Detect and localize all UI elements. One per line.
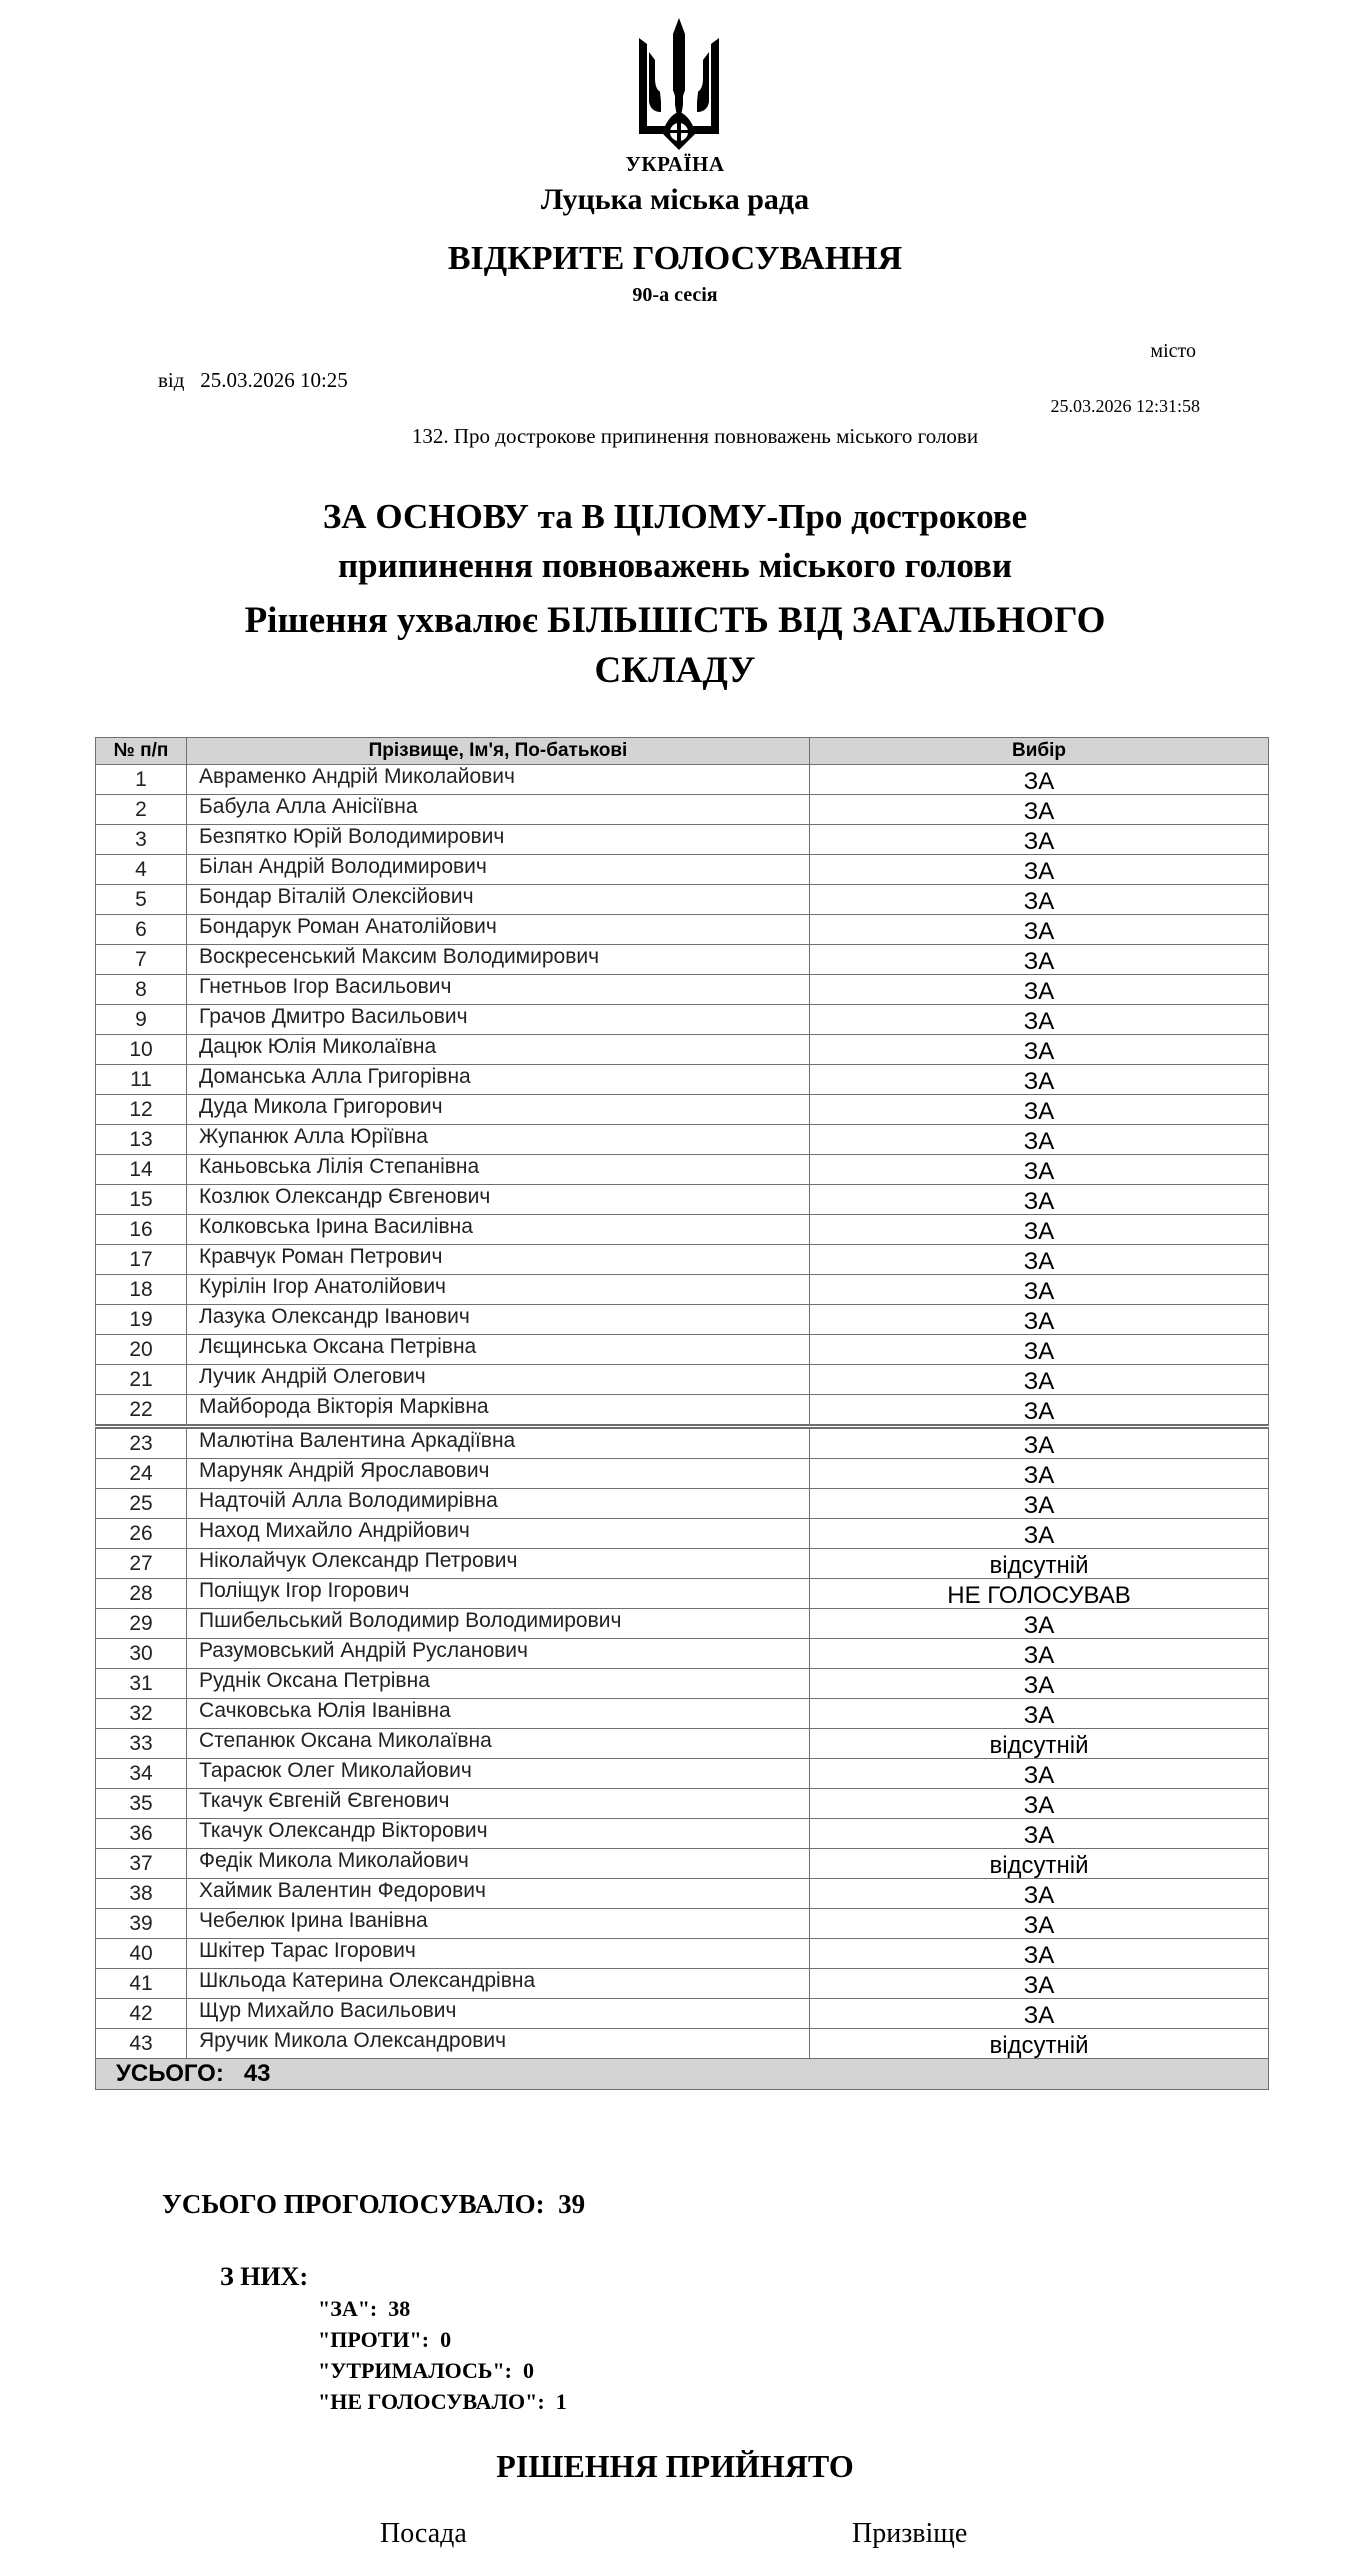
member-name: Каньовська Лілія Степанівна bbox=[187, 1155, 810, 1185]
row-number: 42 bbox=[96, 1999, 187, 2029]
row-number: 32 bbox=[96, 1699, 187, 1729]
row-number: 31 bbox=[96, 1669, 187, 1699]
table-row bbox=[96, 1969, 1269, 1999]
vote-choice: відсутній bbox=[810, 1549, 1269, 1579]
row-number: 13 bbox=[96, 1125, 187, 1155]
council-name: Луцька міська рада bbox=[540, 183, 810, 216]
member-name: Тарасюк Олег Миколайович bbox=[187, 1759, 810, 1789]
member-name: Ткачук Олександр Вікторович bbox=[187, 1819, 810, 1849]
total-value: 43 bbox=[243, 2060, 271, 2087]
member-name: Авраменко Андрій Миколайович bbox=[187, 765, 810, 795]
vote-results-table bbox=[95, 737, 1269, 2090]
column-header-number: № п/п bbox=[96, 738, 187, 765]
row-number: 35 bbox=[96, 1789, 187, 1819]
total-voted-value: 39 bbox=[558, 2189, 586, 2219]
vote-choice: ЗА bbox=[810, 1035, 1269, 1065]
member-name: Лєщинська Оксана Петрівна bbox=[187, 1335, 810, 1365]
row-number: 37 bbox=[96, 1849, 187, 1879]
vote-choice: ЗА bbox=[810, 1215, 1269, 1245]
row-number: 17 bbox=[96, 1245, 187, 1275]
table-row bbox=[96, 1549, 1269, 1579]
vote-choice: ЗА bbox=[810, 1245, 1269, 1275]
row-number: 41 bbox=[96, 1969, 187, 1999]
member-name: Пшибельський Володимир Володимирович bbox=[187, 1609, 810, 1639]
table-row bbox=[96, 1275, 1269, 1305]
total-voted-label: УСЬОГО ПРОГОЛОСУВАЛО: bbox=[162, 2189, 545, 2219]
row-number: 20 bbox=[96, 1335, 187, 1365]
vote-choice: ЗА bbox=[810, 885, 1269, 915]
vote-choice: ЗА bbox=[810, 1365, 1269, 1395]
vote-choice: ЗА bbox=[810, 1155, 1269, 1185]
row-number: 23 bbox=[96, 1427, 187, 1459]
row-number: 12 bbox=[96, 1095, 187, 1125]
table-row bbox=[96, 1245, 1269, 1275]
trident-coat-of-arms-icon bbox=[635, 16, 723, 156]
table-row bbox=[96, 1759, 1269, 1789]
row-number: 36 bbox=[96, 1819, 187, 1849]
member-name: Шкітер Тарас Ігорович bbox=[187, 1939, 810, 1969]
vote-choice: ЗА bbox=[810, 1305, 1269, 1335]
member-name: Бондар Віталій Олексійович bbox=[187, 885, 810, 915]
vote-choice: ЗА bbox=[810, 1275, 1269, 1305]
table-row bbox=[96, 945, 1269, 975]
table-row bbox=[96, 1999, 1269, 2029]
member-name: Наход Михайло Андрійович bbox=[187, 1519, 810, 1549]
member-name: Безпятко Юрій Володимирович bbox=[187, 825, 810, 855]
table-total-row bbox=[96, 2059, 1269, 2090]
vote-choice: ЗА bbox=[810, 1185, 1269, 1215]
member-name: Майборода Вікторія Марківна bbox=[187, 1395, 810, 1427]
breakdown-value: 0 bbox=[440, 2327, 452, 2352]
rule-main-line-2: СКЛАДУ bbox=[594, 650, 756, 691]
decision-title bbox=[0, 492, 1350, 590]
decision-rule bbox=[0, 596, 1350, 696]
table-row bbox=[96, 2029, 1269, 2059]
total-voted bbox=[162, 2189, 585, 2220]
total-label: УСЬОГО: bbox=[116, 2060, 224, 2087]
vote-choice: ЗА bbox=[810, 975, 1269, 1005]
breakdown-label: "УТРИМАЛОСЬ": bbox=[318, 2358, 512, 2383]
breakdown-not-voted bbox=[318, 2386, 567, 2417]
vote-choice: ЗА bbox=[810, 795, 1269, 825]
member-name: Щур Михайло Васильович bbox=[187, 1999, 810, 2029]
breakdown-label: "ЗА": bbox=[318, 2296, 378, 2321]
table-row bbox=[96, 1155, 1269, 1185]
table-header-row bbox=[96, 738, 1269, 765]
row-number: 22 bbox=[96, 1395, 187, 1427]
table-row bbox=[96, 1125, 1269, 1155]
decision-title-line-1: ЗА ОСНОВУ та В ЦІЛОМУ-Про дострокове bbox=[322, 497, 1028, 536]
breakdown-value: 0 bbox=[522, 2358, 534, 2383]
table-row bbox=[96, 885, 1269, 915]
row-number: 21 bbox=[96, 1365, 187, 1395]
member-name: Білан Андрій Володимирович bbox=[187, 855, 810, 885]
row-number: 25 bbox=[96, 1489, 187, 1519]
row-number: 6 bbox=[96, 915, 187, 945]
table-row bbox=[96, 1699, 1269, 1729]
vote-choice: ЗА bbox=[810, 1999, 1269, 2029]
table-row bbox=[96, 1065, 1269, 1095]
member-name: Гнетньов Ігор Васильович bbox=[187, 975, 810, 1005]
member-name: Грачов Дмитро Васильович bbox=[187, 1005, 810, 1035]
breakdown-label: "ПРОТИ": bbox=[318, 2327, 430, 2352]
member-name: Федік Микола Миколайович bbox=[187, 1849, 810, 1879]
member-name: Поліщук Ігор Ігорович bbox=[187, 1579, 810, 1609]
row-number: 7 bbox=[96, 945, 187, 975]
row-number: 11 bbox=[96, 1065, 187, 1095]
member-name: Сачковська Юлія Іванівна bbox=[187, 1699, 810, 1729]
vote-choice: ЗА bbox=[810, 915, 1269, 945]
table-row bbox=[96, 855, 1269, 885]
row-number: 24 bbox=[96, 1459, 187, 1489]
row-number: 43 bbox=[96, 2029, 187, 2059]
table-row bbox=[96, 1729, 1269, 1759]
member-name: Руднік Оксана Петрівна bbox=[187, 1669, 810, 1699]
vote-choice: ЗА bbox=[810, 1909, 1269, 1939]
vote-choice: ЗА bbox=[810, 1395, 1269, 1427]
member-name: Колковська Ірина Василівна bbox=[187, 1215, 810, 1245]
vote-choice: ЗА bbox=[810, 1519, 1269, 1549]
row-number: 2 bbox=[96, 795, 187, 825]
column-header-choice: Вибір bbox=[810, 738, 1269, 765]
vote-choice: ЗА bbox=[810, 855, 1269, 885]
column-header-name: Прізвище, Ім'я, По-батькові bbox=[187, 738, 810, 765]
member-name: Доманська Алла Григорівна bbox=[187, 1065, 810, 1095]
row-number: 4 bbox=[96, 855, 187, 885]
table-total bbox=[96, 2059, 1269, 2090]
agenda-item: 132. Про дострокове припинення повноважень міського голови bbox=[411, 424, 979, 448]
row-number: 15 bbox=[96, 1185, 187, 1215]
member-name: Чебелюк Ірина Іванівна bbox=[187, 1909, 810, 1939]
rule-main-line-1: БІЛЬШІСТЬ ВІД ЗАГАЛЬНОГО bbox=[547, 600, 1106, 641]
row-number: 19 bbox=[96, 1305, 187, 1335]
vote-choice: ЗА bbox=[810, 1427, 1269, 1459]
member-name: Маруняк Андрій Ярославович bbox=[187, 1459, 810, 1489]
breakdown-for bbox=[318, 2293, 567, 2324]
table-row bbox=[96, 1427, 1269, 1459]
vote-choice: ЗА bbox=[810, 1335, 1269, 1365]
vote-choice: ЗА bbox=[810, 1699, 1269, 1729]
vote-choice: ЗА bbox=[810, 1639, 1269, 1669]
vote-choice: ЗА bbox=[810, 1819, 1269, 1849]
member-name: Жупанюк Алла Юріївна bbox=[187, 1125, 810, 1155]
row-number: 8 bbox=[96, 975, 187, 1005]
vote-choice: ЗА bbox=[810, 1095, 1269, 1125]
table-row bbox=[96, 1849, 1269, 1879]
table-row bbox=[96, 1519, 1269, 1549]
signature-position-label: Посада bbox=[380, 2518, 467, 2549]
table-row bbox=[96, 1909, 1269, 1939]
date-from-label: від bbox=[158, 368, 185, 392]
row-number: 3 bbox=[96, 825, 187, 855]
row-number: 27 bbox=[96, 1549, 187, 1579]
vote-choice: ЗА bbox=[810, 1879, 1269, 1909]
vote-choice: ЗА bbox=[810, 1005, 1269, 1035]
table-row bbox=[96, 915, 1269, 945]
row-number: 26 bbox=[96, 1519, 187, 1549]
table-row bbox=[96, 1185, 1269, 1215]
vote-choice: ЗА bbox=[810, 1459, 1269, 1489]
vote-choice: ЗА bbox=[810, 825, 1269, 855]
table-row bbox=[96, 1609, 1269, 1639]
row-number: 38 bbox=[96, 1879, 187, 1909]
member-name: Бабула Алла Анісіївна bbox=[187, 795, 810, 825]
table-row bbox=[96, 1789, 1269, 1819]
table-row bbox=[96, 1005, 1269, 1035]
member-name: Разумовський Андрій Русланович bbox=[187, 1639, 810, 1669]
table-row bbox=[96, 1395, 1269, 1427]
row-number: 5 bbox=[96, 885, 187, 915]
breakdown-abstained bbox=[318, 2355, 567, 2386]
row-number: 16 bbox=[96, 1215, 187, 1245]
country-name: УКРАЇНА bbox=[625, 152, 725, 176]
vote-choice: ЗА bbox=[810, 765, 1269, 795]
vote-choice: відсутній bbox=[810, 1729, 1269, 1759]
rule-prefix: Рішення ухвалює bbox=[244, 600, 538, 641]
row-number: 39 bbox=[96, 1909, 187, 1939]
row-number: 18 bbox=[96, 1275, 187, 1305]
session-date bbox=[158, 368, 348, 393]
table-row bbox=[96, 1819, 1269, 1849]
row-number: 40 bbox=[96, 1939, 187, 1969]
vote-choice: відсутній bbox=[810, 1849, 1269, 1879]
member-name: Ніколайчук Олександр Петрович bbox=[187, 1549, 810, 1579]
member-name: Шкльода Катерина Олександрівна bbox=[187, 1969, 810, 1999]
row-number: 14 bbox=[96, 1155, 187, 1185]
vote-choice: ЗА bbox=[810, 1489, 1269, 1519]
vote-choice: НЕ ГОЛОСУВАВ bbox=[810, 1579, 1269, 1609]
vote-choice: ЗА bbox=[810, 1969, 1269, 1999]
member-name: Дуда Микола Григорович bbox=[187, 1095, 810, 1125]
decision-title-line-2: припинення повноважень міського голови bbox=[337, 546, 1013, 585]
row-number: 30 bbox=[96, 1639, 187, 1669]
row-number: 28 bbox=[96, 1579, 187, 1609]
member-name: Воскресенський Максим Володимирович bbox=[187, 945, 810, 975]
table-row bbox=[96, 795, 1269, 825]
member-name: Яручик Микола Олександрович bbox=[187, 2029, 810, 2059]
row-number: 34 bbox=[96, 1759, 187, 1789]
vote-choice: ЗА bbox=[810, 1759, 1269, 1789]
member-name: Кравчук Роман Петрович bbox=[187, 1245, 810, 1275]
vote-choice: ЗА bbox=[810, 1669, 1269, 1699]
row-number: 10 bbox=[96, 1035, 187, 1065]
member-name: Дацюк Юлія Миколаївна bbox=[187, 1035, 810, 1065]
vote-choice: відсутній bbox=[810, 2029, 1269, 2059]
member-name: Ткачук Євгеній Євгенович bbox=[187, 1789, 810, 1819]
row-number: 1 bbox=[96, 765, 187, 795]
table-row bbox=[96, 1095, 1269, 1125]
date-from-value: 25.03.2026 10:25 bbox=[200, 368, 348, 392]
vote-choice: ЗА bbox=[810, 1609, 1269, 1639]
table-row bbox=[96, 1035, 1269, 1065]
table-row bbox=[96, 1305, 1269, 1335]
member-name: Козлюк Олександр Євгенович bbox=[187, 1185, 810, 1215]
table-row bbox=[96, 1215, 1269, 1245]
vote-choice: ЗА bbox=[810, 1789, 1269, 1819]
table-row bbox=[96, 1459, 1269, 1489]
member-name: Степанюк Оксана Миколаївна bbox=[187, 1729, 810, 1759]
signature-surname-label: Призвіще bbox=[852, 2518, 968, 2549]
row-number: 29 bbox=[96, 1609, 187, 1639]
table-row bbox=[96, 825, 1269, 855]
breakdown-label: "НЕ ГОЛОСУВАЛО": bbox=[318, 2389, 545, 2414]
member-name: Лучик Андрій Олегович bbox=[187, 1365, 810, 1395]
row-number: 9 bbox=[96, 1005, 187, 1035]
table-row bbox=[96, 1939, 1269, 1969]
of-them-label: З НИХ: bbox=[220, 2262, 309, 2291]
member-name: Хаймик Валентин Федорович bbox=[187, 1879, 810, 1909]
table-row bbox=[96, 1579, 1269, 1609]
vote-type-title: ВІДКРИТЕ ГОЛОСУВАННЯ bbox=[447, 240, 903, 277]
table-row bbox=[96, 1639, 1269, 1669]
breakdown-value: 1 bbox=[555, 2389, 567, 2414]
breakdown-value: 38 bbox=[388, 2296, 411, 2321]
member-name: Бондарук Роман Анатолійович bbox=[187, 915, 810, 945]
breakdown-against bbox=[318, 2324, 567, 2355]
member-name: Малютіна Валентина Аркадіївна bbox=[187, 1427, 810, 1459]
table-row bbox=[96, 1489, 1269, 1519]
vote-choice: ЗА bbox=[810, 1939, 1269, 1969]
vote-choice: ЗА bbox=[810, 1065, 1269, 1095]
member-name: Курілін Ігор Анатолійович bbox=[187, 1275, 810, 1305]
vote-choice: ЗА bbox=[810, 945, 1269, 975]
member-name: Надточій Алла Володимирівна bbox=[187, 1489, 810, 1519]
city-label: місто bbox=[1150, 340, 1196, 362]
table-row bbox=[96, 1879, 1269, 1909]
member-name: Лазука Олександр Іванович bbox=[187, 1305, 810, 1335]
row-number: 33 bbox=[96, 1729, 187, 1759]
table-row bbox=[96, 975, 1269, 1005]
decision-result: РІШЕННЯ ПРИЙНЯТО bbox=[496, 2448, 854, 2484]
vote-breakdown bbox=[318, 2293, 567, 2417]
table-row bbox=[96, 1365, 1269, 1395]
session-label: 90-а сесія bbox=[632, 284, 718, 306]
table-row bbox=[96, 1669, 1269, 1699]
table-row bbox=[96, 765, 1269, 795]
vote-choice: ЗА bbox=[810, 1125, 1269, 1155]
table-row bbox=[96, 1335, 1269, 1365]
printed-timestamp: 25.03.2026 12:31:58 bbox=[1050, 396, 1200, 416]
